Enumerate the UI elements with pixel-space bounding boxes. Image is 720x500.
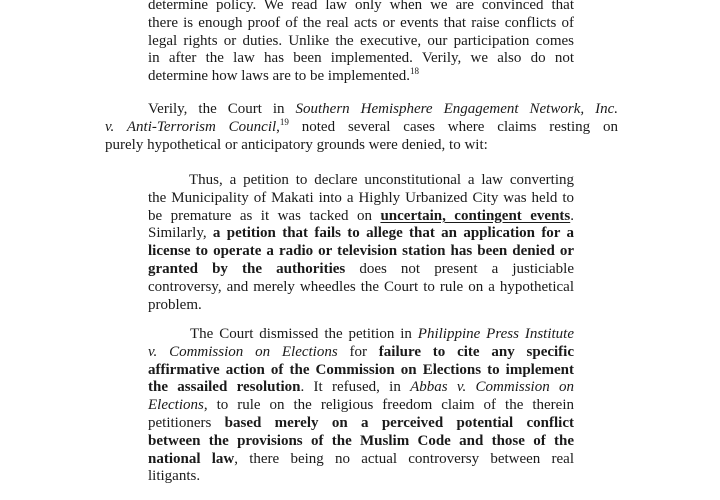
emphasized-text: affirmative action of the Commission on Elections to implement xyxy=(148,361,574,378)
text-run: noted several cases where claims resting on xyxy=(288,118,618,135)
text-line xyxy=(148,415,574,433)
text-run: , to rule on the religious freedom claim of the therein xyxy=(203,397,574,414)
text-line xyxy=(148,15,574,33)
case-title: v. Anti-Terrorism Council xyxy=(105,118,277,135)
text-run: purely hypothetical or anticipatory grounds were denied, to wit: xyxy=(105,136,488,153)
case-title: Southern Hemisphere Engagement Network, Inc. xyxy=(295,101,618,117)
case-title: v. Commission on Elections xyxy=(148,343,338,360)
text-line xyxy=(148,344,574,362)
text-run: Thus, a petition to declare unconstitutional a law converting xyxy=(189,172,574,188)
case-title: Philippine Press Institute xyxy=(417,326,574,342)
emphasized-text: license to operate a radio or television station has been denied or xyxy=(148,243,574,260)
text-run: , there being no actual controversy between real xyxy=(234,450,574,467)
case-title: Elections xyxy=(148,397,204,414)
emphasized-text: national law xyxy=(148,450,235,467)
emphasized-text: between the provisions of the Muslim Code and those of the xyxy=(148,432,574,449)
text-run: Similarly, xyxy=(148,225,213,242)
text-line xyxy=(148,190,574,208)
emphasized-text: based merely on a perceived potential conflict xyxy=(224,414,574,431)
text-run: problem. xyxy=(148,296,202,313)
text-run: legal rights or duties. Unlike the executive, our participation comes xyxy=(148,32,574,49)
text-run: The Court dismissed the petition in xyxy=(190,326,418,342)
text-run: there is enough proof of the real acts or events that raise conflicts of xyxy=(148,14,574,31)
emphasized-text: a petition that fails to allege that an application for a xyxy=(212,225,574,242)
text-line xyxy=(148,208,574,226)
text-line xyxy=(105,137,618,155)
text-line xyxy=(148,50,574,68)
blockquote-paragraph-2 xyxy=(148,326,574,486)
verily-paragraph xyxy=(105,101,618,154)
text-run: determine policy. We read law only when we are convinced that xyxy=(148,0,574,13)
emphasized-text: uncertain, contingent events xyxy=(380,207,571,224)
text-line xyxy=(148,172,574,190)
text-run: litigants. xyxy=(148,468,201,485)
emphasized-text: failure to cite any specific xyxy=(378,343,575,360)
text-run: be premature as it was tacked on xyxy=(148,207,381,224)
footnote-reference: 18 xyxy=(410,66,419,77)
text-run: determine how laws are to be implemented. xyxy=(148,68,410,85)
text-line xyxy=(105,116,618,137)
text-run: . xyxy=(570,207,574,224)
text-line xyxy=(148,397,574,415)
text-run: for xyxy=(337,343,379,360)
text-run: in after the law has been implemented. Verily, we also do not xyxy=(148,50,574,67)
text-run: does not present a justiciable xyxy=(345,260,574,277)
text-run: petitioners xyxy=(148,414,225,431)
text-line xyxy=(148,0,574,15)
text-run: the Municipality of Makati into a Highly Urbanized City was held to xyxy=(148,189,574,206)
text-line xyxy=(148,261,574,279)
text-line xyxy=(148,379,574,397)
text-line xyxy=(148,68,574,86)
text-run: Verily, the Court in xyxy=(148,101,296,117)
text-line xyxy=(148,433,574,451)
text-line xyxy=(148,468,574,486)
top-block-paragraph xyxy=(148,0,574,86)
text-run: . It refused, in xyxy=(300,379,411,396)
emphasized-text: granted by the authorities xyxy=(148,260,346,277)
footnote-reference: 19 xyxy=(279,116,289,127)
text-run: controversy, and merely wheedles the Court to rule on a hypothetical xyxy=(148,278,574,295)
text-line xyxy=(148,279,574,297)
case-title: Abbas v. Commission on xyxy=(410,379,574,396)
text-line xyxy=(148,297,574,315)
text-line xyxy=(148,362,574,380)
emphasized-text: the assailed resolution xyxy=(148,379,301,396)
text-line xyxy=(148,33,574,51)
blockquote-paragraph-1 xyxy=(148,172,574,314)
text-line xyxy=(148,225,574,243)
text-run: , xyxy=(276,118,280,135)
text-line xyxy=(148,451,574,469)
text-line xyxy=(148,243,574,261)
text-line xyxy=(148,326,574,344)
text-line xyxy=(105,101,618,119)
